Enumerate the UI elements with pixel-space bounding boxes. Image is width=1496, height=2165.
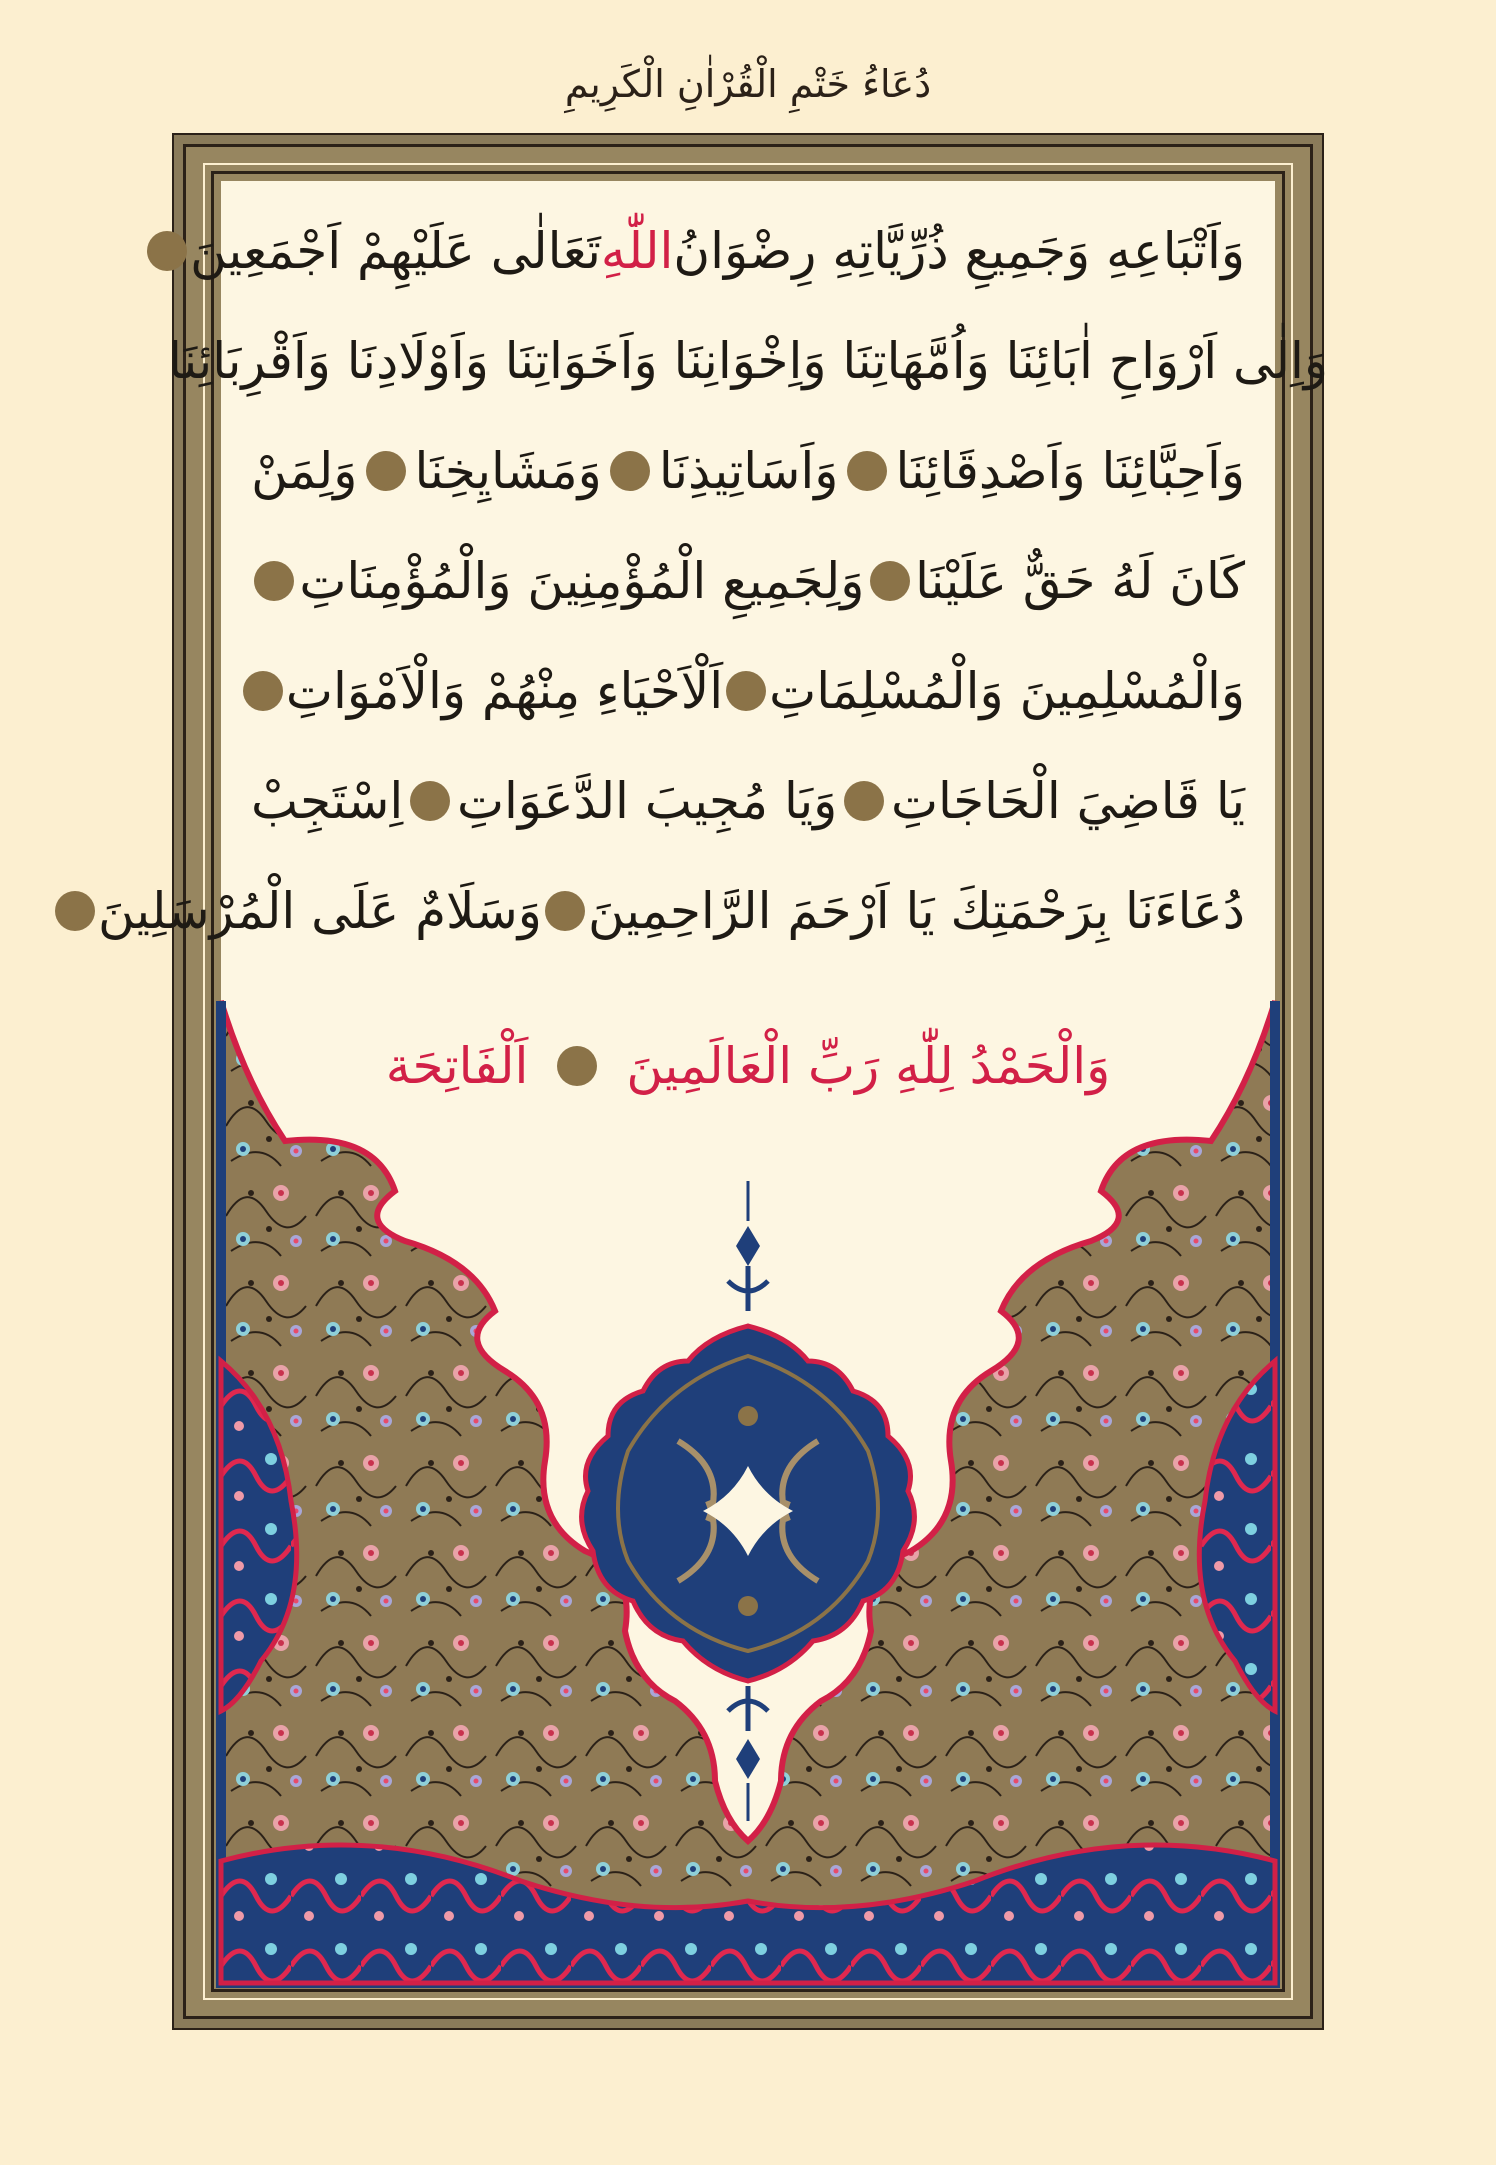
prayer-segment: اَلْاَحْيَاءِ مِنْهُمْ وَالْاَمْوَاتِ xyxy=(285,662,724,720)
content-panel xyxy=(98,181,1328,1983)
prayer-segment: وَالْمُسْلِمِينَ وَالْمُسْلِمَاتِ xyxy=(769,662,1245,720)
prayer-segment: اِسْتَجِبْ xyxy=(251,772,404,830)
verse-separator-dot-icon xyxy=(150,234,184,268)
prayer-segment: وَلِجَمِيعِ الْمُؤْمِنِينَ وَالْمُؤْمِنَاتِ xyxy=(299,552,865,610)
page-title: دُعَاءُ خَتْمِ الْقُرْاٰنِ الْكَرِيمِ xyxy=(564,62,932,106)
prayer-segment: يَا قَاضِيَ الْحَاجَاتِ xyxy=(890,772,1245,830)
closing-fatiha: اَلْفَاتِحَة xyxy=(385,1037,529,1095)
divine-name: اللّٰهِ xyxy=(600,222,674,280)
verse-separator-dot-icon xyxy=(560,1049,594,1083)
prayer-segment: وَسَلَامٌ عَلَى الْمُرْسَلِينَ xyxy=(98,882,542,940)
prayer-segment: كَانَ لَهُ حَقٌّ عَلَيْنَا xyxy=(915,552,1245,610)
prayer-segment: وَاَحِبَّائِنَا وَاَصْدِقَائِنَا xyxy=(895,442,1245,500)
prayer-segment: وَاِلٰى اَرْوَاحِ اٰبَائِنَا وَاُمَّهَاتِنَا وَاِخْوَانِنَا وَاَخَوَاتِنَا وَاَوْلَادِنَا وَاَقْرِبَائِنَا xyxy=(167,332,1328,390)
prayer-segment: وَاَسَاتِيذِنَا xyxy=(658,442,839,500)
closing-line xyxy=(221,1021,1275,1111)
prayer-segment: وَاَتْبَاعِهِ وَجَمِيعِ ذُرِّيَّاتِهِ رِضْوَانُ xyxy=(673,222,1245,280)
closing-hamd: وَالْحَمْدُ لِلّٰهِ رَبِّ الْعَالَمِينَ xyxy=(626,1037,1111,1095)
prayer-segment: تَعَالٰى عَلَيْهِمْ اَجْمَعِينَ xyxy=(190,222,601,280)
prayer-segment: دُعَاءَنَا بِرَحْمَتِكَ يَا اَرْحَمَ الرَّاحِمِينَ xyxy=(587,882,1245,940)
prayer-segment: وَيَا مُجِيبَ الدَّعَوَاتِ xyxy=(456,772,838,830)
prayer-segment: وَلِمَنْ xyxy=(251,442,358,500)
prayer-segment: وَمَشَايِخِنَا xyxy=(414,442,602,500)
verse-separator-dot-icon xyxy=(58,894,92,928)
